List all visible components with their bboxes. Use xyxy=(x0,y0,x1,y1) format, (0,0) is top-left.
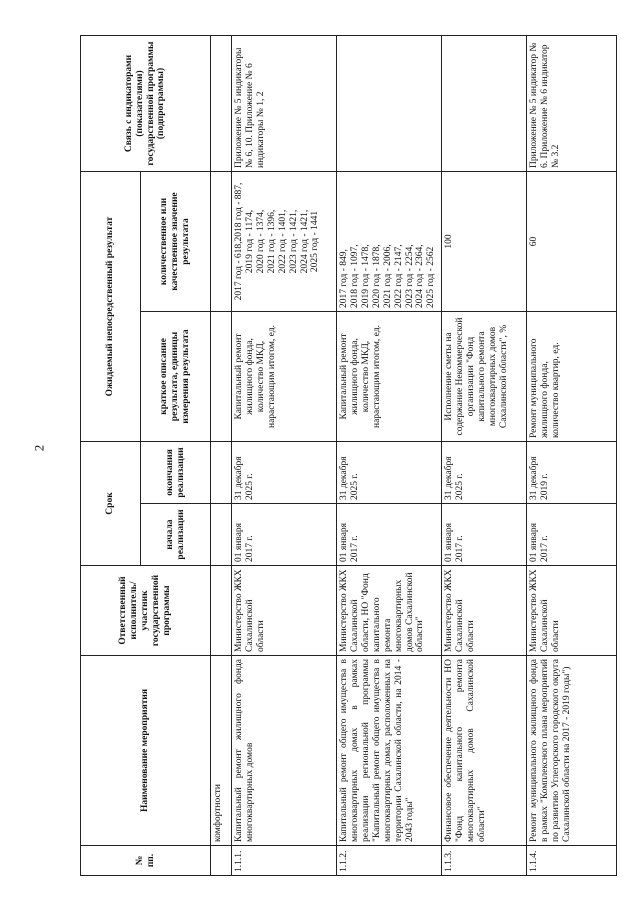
value-line: 2023 год - 1421, xyxy=(288,209,299,274)
row-desc: Капитальный ремонт жилищного фонда, количество МКД, нарастающим итогом, ед. xyxy=(232,312,337,442)
row-values: 60 xyxy=(527,172,617,312)
row-responsible: Министерство ЖКХ Сахалинской области xyxy=(232,566,337,656)
header-responsible: Ответственный исполнитель/участник государственной программы xyxy=(81,566,211,656)
header-term: Срок xyxy=(81,442,141,566)
value-line: 2017 год - 618,2018 год - 887, xyxy=(234,182,244,301)
row-link xyxy=(337,36,442,172)
row-desc: Исполнение сметы на содержание Некоммерческой организации "Фонд капитального ремонта многоквартирных домов Сахалинской области", % xyxy=(442,312,527,442)
value-line: 2020 год - 1878, xyxy=(371,244,382,308)
value-line: 2025 год - 1441 xyxy=(310,210,321,273)
row-num: 1.1.2. xyxy=(337,846,442,876)
page-number: 2 xyxy=(31,444,47,452)
header-num: № пп. xyxy=(81,846,211,876)
value-line: 2022 год - 2147, xyxy=(393,244,404,308)
measures-table xyxy=(80,35,617,876)
row-num: 1.1.3. xyxy=(442,846,527,876)
row-name: Ремонт муниципального жилищного фонда в рамках "Комплексного плана мероприятий по развитию Углегорского городского округа Сахалинской области на 2017 - 2019 годы") xyxy=(527,656,617,846)
table-row xyxy=(527,36,617,876)
row-name: Капитальный ремонт жилищного фонда многоквартирных домов xyxy=(232,656,337,846)
value-line: 2024 год - 1421, xyxy=(299,209,310,274)
row-name: Финансовое обеспечение деятельности НО "Фонд капитального ремонта многоквартирных домов Сахалинской области" xyxy=(442,656,527,846)
value-line: 2024 год - 2364, xyxy=(415,244,426,308)
value-line: 2019 год - 1478, xyxy=(360,244,371,308)
value-line: 2017 год - 849, xyxy=(339,249,349,308)
row-values xyxy=(232,172,337,312)
header-expected-value: количественное или качественное значение результата xyxy=(141,172,211,312)
row-end: 31 декабря 2019 г. xyxy=(527,442,617,504)
continuation-text: комфортности xyxy=(211,656,232,846)
value-line: 2023 год - 2254, xyxy=(404,244,415,308)
header-expected: Ожидаемый непосредственный результат xyxy=(81,172,141,442)
row-start: 01 января 2017 г. xyxy=(442,504,527,566)
header-term-start: начала реализации xyxy=(141,504,211,566)
row-values xyxy=(337,172,442,312)
value-line: 2019 год - 1174, xyxy=(244,209,255,274)
header-name: Наименование мероприятия xyxy=(81,656,211,846)
row-num: 1.1.1. xyxy=(232,846,337,876)
value-line: 2022 год - 1401, xyxy=(277,209,288,274)
row-num: 1.1.4. xyxy=(527,846,617,876)
value-line: 2021 год - 1396, xyxy=(266,209,277,274)
row-end: 31 декабря 2025 г. xyxy=(232,442,337,504)
header-term-end: окончания реализации xyxy=(141,442,211,504)
row-desc: Ремонт муниципального жилищного фонда, количество квартир, ед. xyxy=(527,312,617,442)
row-start: 01 января 2017 г. xyxy=(527,504,617,566)
row-responsible: Министерство ЖКХ Сахалинской области, НО "Фонд капитального ремонта многоквартирных домов Сахалинской области" xyxy=(337,566,442,656)
row-responsible: Министерство ЖКХ Сахалинской области xyxy=(527,566,617,656)
row-end: 31 декабря 2025 г. xyxy=(337,442,442,504)
continuation-cell-num xyxy=(211,846,232,876)
header-expected-desc: краткое описание результата, единицы измерения результата xyxy=(141,312,211,442)
row-name: Капитальный ремонт общего имущества в многоквартирных домах в рамках реализации региональной программы "Капитальный ремонт общего имущества в многоквартирных домах, расположенных на территории Сахалинской области, на 2014 - 2043 годы" xyxy=(337,656,442,846)
table-row xyxy=(337,36,442,876)
row-link xyxy=(442,36,527,172)
header-link: Связь с индикаторами (показателями) государственной программы (подпрограммы) xyxy=(81,36,211,172)
row-link: Приложение № 5 индикаторы № 6, 10. Приложение № 6 индикаторы № 1, 2 xyxy=(232,36,337,172)
row-link: Приложение № 5 индикатор № 6. Приложение № 6 индикатор № 3.2 xyxy=(527,36,617,172)
row-values: 100 xyxy=(442,172,527,312)
row-desc: Капитальный ремонт жилищного фонда, количество МКД, нарастающим итогом, ед. xyxy=(337,312,442,442)
row-end: 31 декабря 2025 г. xyxy=(442,442,527,504)
row-start: 01 января 2017 г. xyxy=(232,504,337,566)
table-row xyxy=(442,36,527,876)
rotated-table-container xyxy=(80,36,640,876)
value-line: 2020 год - 1374, xyxy=(255,209,266,274)
row-responsible: Министерство ЖКХ Сахалинской области xyxy=(442,566,527,656)
table-row xyxy=(232,36,337,876)
value-line: 2025 год - 2562 xyxy=(426,246,437,308)
value-line: 2021 год - 2006, xyxy=(382,244,393,308)
row-start: 01 января 2017 г. xyxy=(337,504,442,566)
value-line: 2018 год - 1097, xyxy=(349,244,360,308)
